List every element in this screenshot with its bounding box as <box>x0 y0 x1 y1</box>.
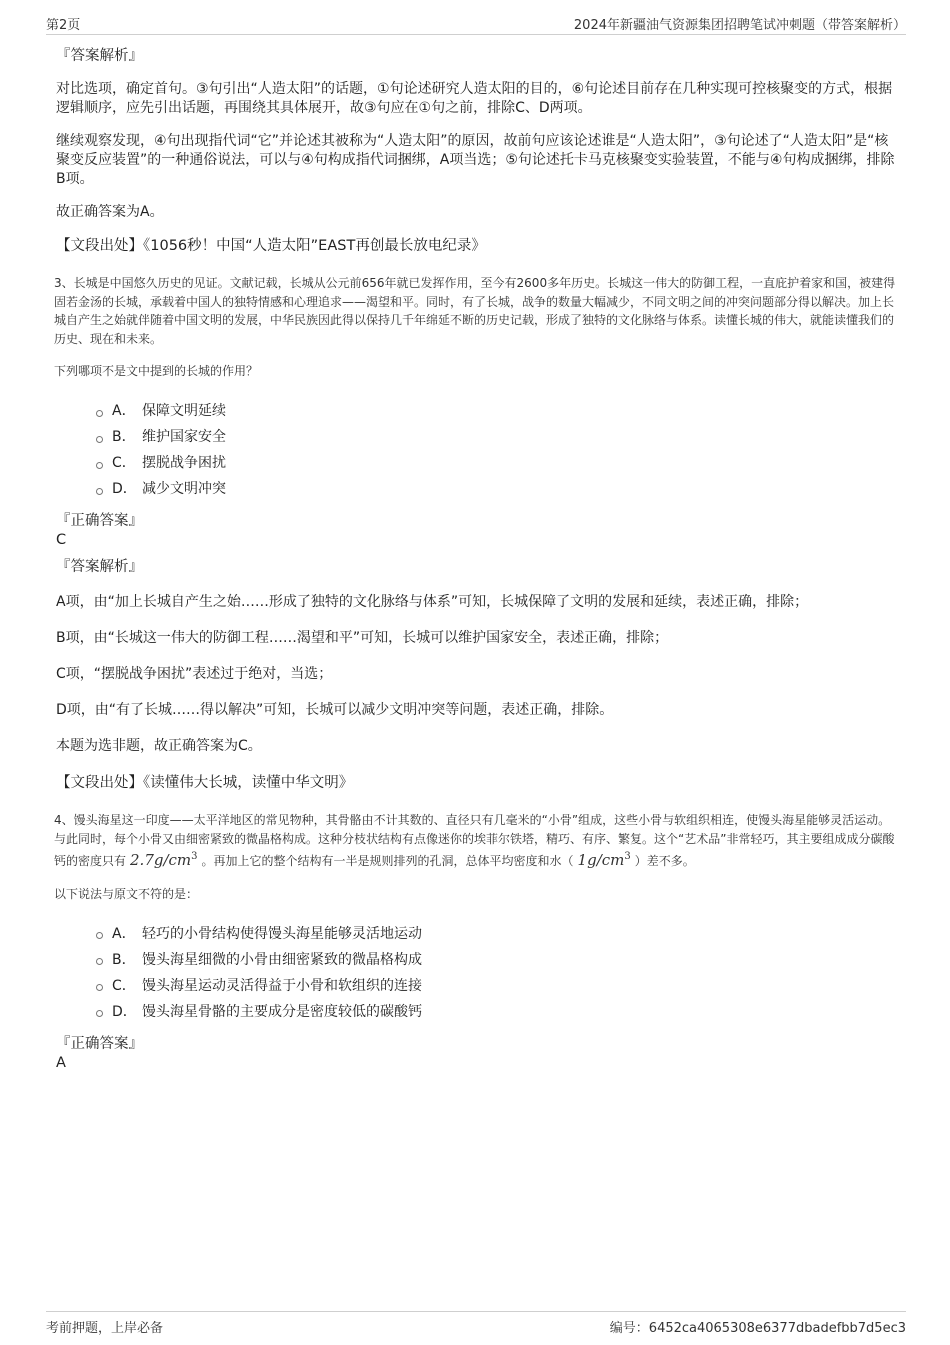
q2-analysis-label: 『答案解析』 <box>56 48 143 64</box>
radio-icon[interactable] <box>96 436 103 443</box>
q3-option-d[interactable] <box>96 476 898 502</box>
option-text: 馒头海星细微的小骨由细密紧致的微晶格构成 <box>142 951 422 968</box>
radio-icon[interactable] <box>96 984 103 991</box>
option-letter: A． <box>112 403 136 419</box>
radio-icon[interactable] <box>96 958 103 965</box>
q3-analysis-a: A项，由“加上长城自产生之始……形成了独特的文化脉络与体系”可知，长城保障了文明的发展和延续，表述正确，排除； <box>56 594 809 610</box>
page-footer <box>46 1311 906 1338</box>
q3-analysis-d: D项，由“有了长城……得以解决”可知，长城可以减少文明冲突等问题，表述正确，排除。 <box>56 702 614 718</box>
q3-analysis-conclusion: 本题为选非题，故正确答案为C。 <box>56 738 262 754</box>
q4-prompt: 以下说法与原文不符的是： <box>54 886 199 901</box>
option-text: 维护国家安全 <box>142 429 226 445</box>
density-formula-2: $1g/cm^3$ <box>577 851 631 869</box>
q3-passage: 3、长城是中国悠久历史的见证。文献记载，长城从公元前656年就已发挥作用，至今有2600多年历史。长城这一伟大的防御工程，一直庇护着家和国，被建得固若金汤的长城，承载着中国人的独特情感和心理追求——渴望和平。同时，有了长城，战争的数量大幅减少，不同文明之间的冲突问题部分得以解决。加上长城自产生之始就伴随着中国文明的发展，中华民族因此得以保持几千年绵延不断的历史记载，形成了独特的文化脉络与体系。读懂长城的伟大，就能读懂我们的历史、现在和未来。 <box>54 276 896 346</box>
q2-analysis-conclusion: 故正确答案为A。 <box>56 204 164 220</box>
option-letter: A． <box>112 925 136 942</box>
q3-prompt: 下列哪项不是文中提到的长城的作用？ <box>54 364 259 378</box>
q2-analysis-para-1: 对比选项，确定首句。③句引出“人造太阳”的话题，①句论述研究人造太阳的目的，⑥句论述目前存在几种实现可控核聚变的方式，根据逻辑顺序，应先引出话题，再围绕其具体展开，故③句应在①句之前，排除C、D两项。 <box>56 81 893 116</box>
document-code: 编号：6452ca4065308e6377dbadefbb7d5ec3 <box>609 1321 906 1336</box>
option-text: 轻巧的小骨结构使得馒头海星能够灵活地运动 <box>142 925 422 942</box>
q3-analysis-label: 『答案解析』 <box>56 559 143 575</box>
q4-option-a[interactable] <box>96 921 898 947</box>
q4-passage-part2: 。再加上它的整个结构有一半是规则排列的孔洞，总体平均密度和水（ <box>201 854 574 868</box>
q3-analysis-b: B项，由“长城这一伟大的防御工程……渴望和平”可知，长城可以维护国家安全，表述正确，排除； <box>56 630 669 646</box>
density-formula-1: $2.7g/cm^3$ <box>130 851 198 869</box>
q4-passage <box>54 811 898 871</box>
option-text: 馒头海星运动灵活得益于小骨和软组织的连接 <box>142 977 422 994</box>
q4-options <box>96 921 898 1025</box>
option-letter: B． <box>112 951 136 968</box>
page-number: 第2页 <box>46 18 81 33</box>
q3-option-b[interactable] <box>96 424 898 450</box>
radio-icon[interactable] <box>96 462 103 469</box>
q4-passage-part3: ）差不多。 <box>634 854 695 868</box>
q2-analysis-para-2: 继续观察发现，④句出现指代词“它”并论述其被称为“人造太阳”的原因，故前句应该论述谁是“人造太阳”，③句论述了“人造太阳”是“核聚变反应装置”的一种通俗说法，可以与④句构成指代词捆绑，A项当选；⑤句论述托卡马克核聚变实验装置，不能与④句构成捆绑，排除B项。 <box>56 133 895 187</box>
option-text: 保障文明延续 <box>142 403 226 419</box>
q3-source: 【文段出处】《读懂伟大长城，读懂中华文明》 <box>56 775 354 791</box>
option-text: 摆脱战争困扰 <box>142 455 226 471</box>
footer-slogan: 考前押题，上岸必备 <box>46 1321 164 1336</box>
option-letter: B． <box>112 429 136 445</box>
q2-source: 【文段出处】《1056秒！中国“人造太阳”EAST再创最长放电纪录》 <box>56 238 486 254</box>
option-text: 减少文明冲突 <box>142 481 226 497</box>
q3-option-c[interactable] <box>96 450 898 476</box>
page-content <box>56 46 898 1081</box>
q4-option-d[interactable] <box>96 999 898 1025</box>
q3-options <box>96 398 898 502</box>
option-letter: D． <box>112 1003 137 1020</box>
option-text: 馒头海星骨骼的主要成分是密度较低的碳酸钙 <box>142 1003 422 1020</box>
radio-icon[interactable] <box>96 410 103 417</box>
q3-analysis-c: C项，“摆脱战争困扰”表述过于绝对，当选； <box>56 666 333 682</box>
q4-option-b[interactable] <box>96 947 898 973</box>
q3-option-a[interactable] <box>96 398 898 424</box>
q4-answer: A <box>56 1054 66 1071</box>
radio-icon[interactable] <box>96 1010 103 1017</box>
radio-icon[interactable] <box>96 488 103 495</box>
q4-option-c[interactable] <box>96 973 898 999</box>
q3-answer: C <box>56 532 67 548</box>
page-header <box>46 12 906 35</box>
option-letter: C． <box>112 977 136 994</box>
q4-answer-label: 『正确答案』 <box>56 1035 143 1052</box>
option-letter: D． <box>112 481 137 497</box>
q3-answer-label: 『正确答案』 <box>56 513 143 529</box>
document-title: 2024年新疆油气资源集团招聘笔试冲刺题（带答案解析） <box>573 18 906 33</box>
option-letter: C． <box>112 455 136 471</box>
q4-passage-part1: 4、馒头海星这一印度——太平洋地区的常见物种，其骨骼由不计其数的、直径只有几毫米的“小骨”组成，这些小骨与软组织相连，使馒头海星能够灵活运动。与此同时，每个小骨又由细密紧致的微晶格构成。这种分枝状结构有点像迷你的埃菲尔铁塔，精巧、有序、繁复。这个“艺术品”非常轻巧，其主要组成成分碳酸钙的密度只有 <box>54 813 895 868</box>
radio-icon[interactable] <box>96 932 103 939</box>
